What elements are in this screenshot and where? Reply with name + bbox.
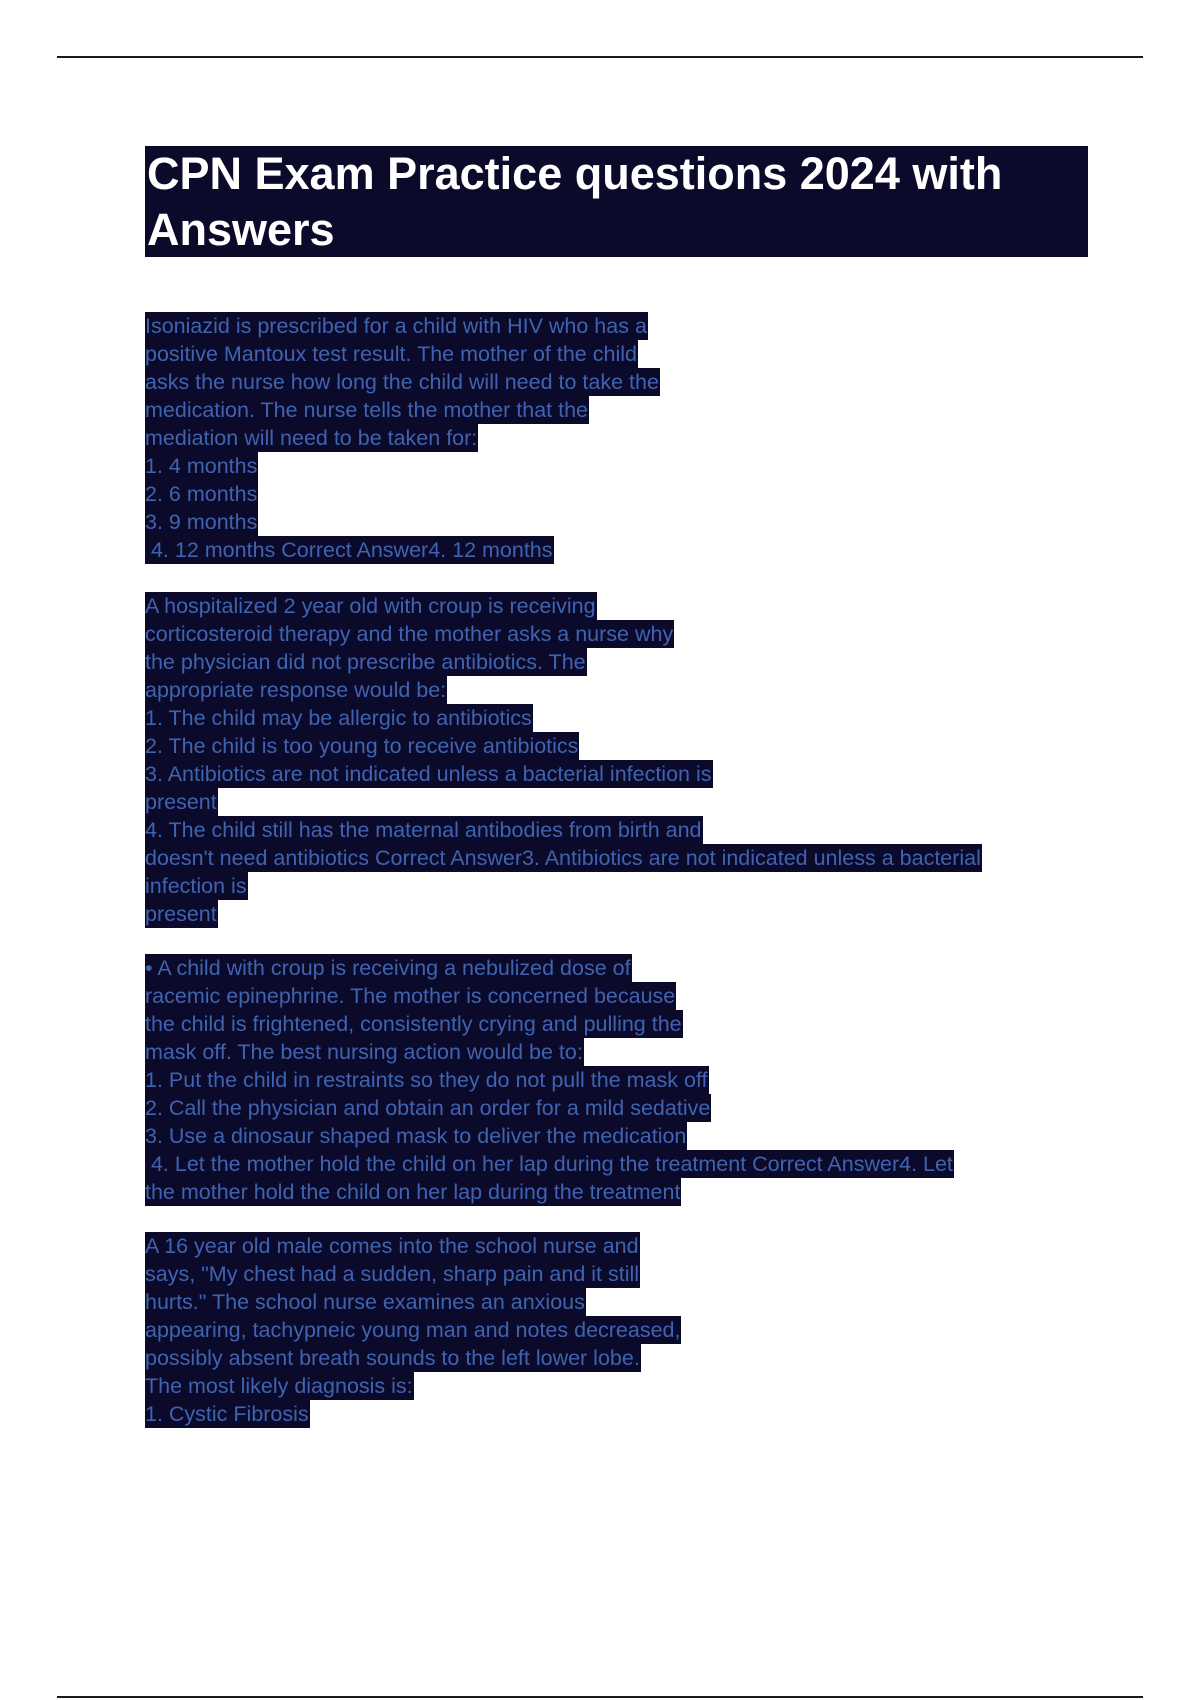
correct-answer-line: doesn't need antibiotics Correct Answer3. Antibiotics are not indicated unless a bacterial (145, 846, 981, 870)
correct-answer-line: infection is (145, 874, 247, 898)
question-text-line: asks the nurse how long the child will need to take the (145, 370, 659, 394)
answer-option: 2. Call the physician and obtain an order for a mild sedative (145, 1096, 711, 1120)
question-text-line: A 16 year old male comes into the school nurse and (145, 1234, 639, 1258)
answer-option: 2. 6 months (145, 482, 258, 506)
question-text-line: A hospitalized 2 year old with croup is receiving (145, 594, 596, 618)
question-text-line: appropriate response would be: (145, 678, 447, 702)
question-text-line: The most likely diagnosis is: (145, 1374, 413, 1398)
answer-option: present (145, 790, 217, 814)
question-block-2 (145, 592, 982, 928)
answer-option-with-correct-answer: 4. 12 months Correct Answer4. 12 months (145, 538, 553, 562)
answer-option: 1. Cystic Fibrosis (145, 1402, 309, 1426)
answer-option: 3. Use a dinosaur shaped mask to deliver the medication (145, 1124, 687, 1148)
question-text-line: • A child with croup is receiving a nebulized dose of (145, 956, 631, 980)
question-text-line: possibly absent breath sounds to the left lower lobe. (145, 1346, 640, 1370)
title-line-1: CPN Exam Practice questions 2024 with (147, 148, 1003, 199)
question-text-line: appearing, tachypneic young man and notes decreased, (145, 1318, 681, 1342)
correct-answer-line: present (145, 902, 217, 926)
question-text-line: the physician did not prescribe antibiotics. The (145, 650, 586, 674)
question-block-4 (145, 1232, 681, 1428)
title-line-2: Answers (147, 204, 335, 255)
answer-option: 1. Put the child in restraints so they do not pull the mask off (145, 1068, 708, 1092)
document-title (145, 146, 1088, 257)
top-rule (57, 56, 1143, 58)
question-block-3 (145, 954, 954, 1206)
question-block-1 (145, 312, 660, 564)
answer-option: 3. Antibiotics are not indicated unless a bacterial infection is (145, 762, 712, 786)
question-text-line: mask off. The best nursing action would be to: (145, 1040, 583, 1064)
bottom-rule (57, 1696, 1143, 1698)
answer-option: 3. 9 months (145, 510, 258, 534)
answer-option: 2. The child is too young to receive antibiotics (145, 734, 579, 758)
answer-option: 1. 4 months (145, 454, 258, 478)
question-text-line: says, "My chest had a sudden, sharp pain and it still (145, 1262, 640, 1286)
answer-option: 1. The child may be allergic to antibiotics (145, 706, 532, 730)
question-text-line: corticosteroid therapy and the mother asks a nurse why (145, 622, 674, 646)
question-text-line: hurts." The school nurse examines an anxious (145, 1290, 585, 1314)
question-text-line: positive Mantoux test result. The mother of the child (145, 342, 637, 366)
question-text-line: mediation will need to be taken for: (145, 426, 478, 450)
question-text-line: the child is frightened, consistently crying and pulling the (145, 1012, 682, 1036)
answer-option-with-correct-answer: 4. Let the mother hold the child on her lap during the treatment Correct Answer4. Let (145, 1152, 953, 1176)
question-text-line: medication. The nurse tells the mother that the (145, 398, 588, 422)
question-text-line: Isoniazid is prescribed for a child with HIV who has a (145, 314, 647, 338)
correct-answer-line: the mother hold the child on her lap during the treatment (145, 1180, 681, 1204)
answer-option: 4. The child still has the maternal antibodies from birth and (145, 818, 702, 842)
question-text-line: racemic epinephrine. The mother is concerned because (145, 984, 676, 1008)
